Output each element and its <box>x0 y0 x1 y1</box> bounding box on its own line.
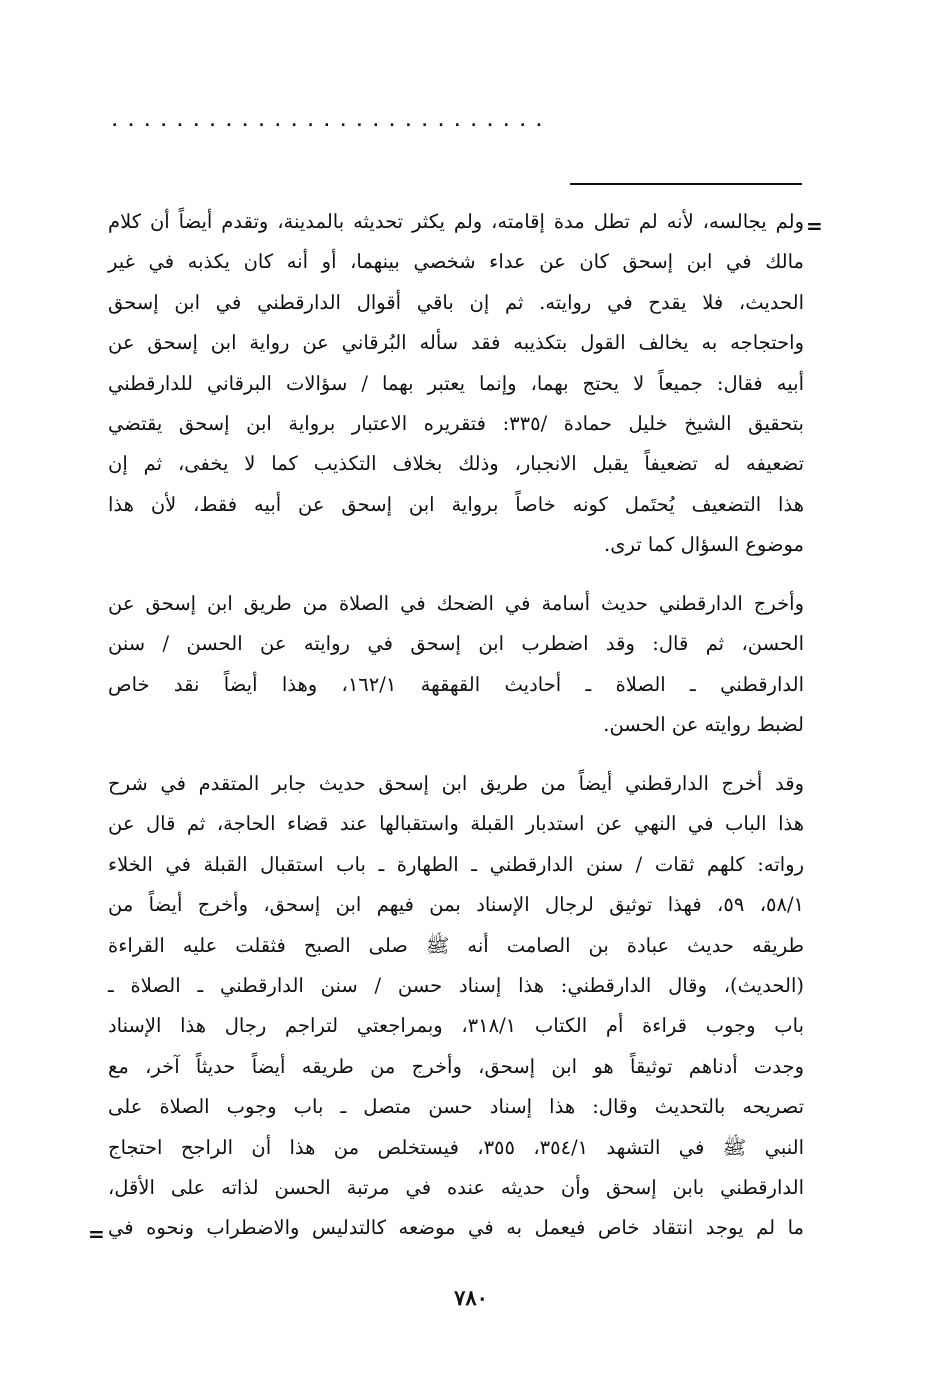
ornamental-dotted-separator: ........................... <box>112 114 553 130</box>
footnote-paragraph-3 <box>108 764 804 1249</box>
text-line: رواته: كلهم ثقات / سنن الدارقطني ـ الطهارة ـ باب استقبال القبلة في الخلاء <box>108 852 804 876</box>
footnote-paragraph-1 <box>108 202 804 566</box>
text-line: هذا الباب في النهي عن استدبار القبلة واستقبالها عند قضاء الحاجة، ثم قال عن <box>108 812 804 836</box>
text-line: وجدت أدناهم توثيقاً هو ابن إسحق، وأخرج من طريقه أيضاً حديثاً آخر، مع <box>108 1054 804 1078</box>
text-line: الحسن، ثم قال: وقد اضطرب ابن إسحق في روايته عن الحسن / سنن <box>108 632 804 656</box>
text-line: واحتجاجه به يخالف القول بتكذيبه فقد سأله البُرقاني عن رواية ابن إسحق عن <box>108 331 804 355</box>
text-line: باب وجوب قراءة أم الكتاب ٣١٨/١، وبمراجعتي لتراجم رجال هذا الإسناد <box>108 1014 804 1038</box>
text-line: الدارقطني ـ الصلاة ـ أحاديث القهقهة ١٦٢/١، وهذا أيضاً نقد خاص <box>108 672 804 696</box>
continuation-marker-top: = <box>806 214 823 238</box>
footnote-separator-rule <box>570 183 802 185</box>
text-line: الدارقطني بابن إسحق وأن حديثه عنده في مرتبة الحسن لذاته على الأقل، <box>108 1176 804 1200</box>
text-line: تصريحه بالتحديث وقال: هذا إسناد حسن متصل ـ باب وجوب الصلاة على <box>108 1095 804 1119</box>
text-line: ٥٨/١، ٥٩، فهذا توثيق لرجال الإسناد بمن فيهم ابن إسحق، وأخرج أيضاً من <box>108 893 804 917</box>
text-line: تضعيفه له تضعيفاً يقبل الانجبار، وذلك بخلاف التكذيب كما لا يخفى، ثم إن <box>108 452 804 476</box>
text-line: طريقه حديث عبادة بن الصامت أنه ﷺ صلى الصبح فثقلت عليه القراءة <box>108 933 804 957</box>
text-line: (الحديث)، وقال الدارقطني: هذا إسناد حسن / سنن الدارقطني ـ الصلاة ـ <box>108 974 804 998</box>
text-line: الحديث، فلا يقدح في روايته. ثم إن باقي أقوال الدارقطني في ابن إسحق <box>108 290 804 314</box>
text-line: النبي ﷺ في التشهد ٣٥٤/١، ٣٥٥، فيستخلص من هذا أن الراجح احتجاج <box>108 1135 804 1159</box>
text-line: وأخرج الدارقطني حديث أسامة في الضحك في الصلاة من طريق ابن إسحق عن <box>108 592 804 615</box>
text-line: وقد أخرج الدارقطني أيضاً من طريق ابن إسحق حديث جابر المتقدم في شرح <box>108 772 804 795</box>
text-line: مالك في ابن إسحق كان عن عداء شخصي بينهما، أو أنه كان يكذبه في غير <box>108 250 804 274</box>
text-line: ولم يجالسه، لأنه لم تطل مدة إقامته، ولم يكثر تحديثه بالمدينة، وتقدم أيضاً أن كلام <box>108 210 804 233</box>
text-line: ما لم يوجد انتقاد خاص فيعمل به في موضعه كالتدليس والاضطراب ونحوه في <box>108 1216 804 1240</box>
page-number: ٧٨٠ <box>454 1285 488 1310</box>
continuation-marker-bottom: = <box>88 1222 105 1246</box>
text-line: بتحقيق الشيخ خليل حمادة /٣٣٥: فتقريره الاعتبار برواية ابن إسحق يقتضي <box>108 412 804 436</box>
footnote-paragraph-2 <box>108 584 804 746</box>
text-line: أبيه فقال: جميعاً لا يحتج بهما، وإنما يعتبر بهما / سؤالات البرقاني للدارقطني <box>108 371 804 395</box>
text-line: لضبط روايته عن الحسن. <box>603 713 804 737</box>
text-line: موضوع السؤال كما ترى. <box>604 533 804 557</box>
text-line: هذا التضعيف يُحتَمل كونه خاصاً برواية ابن إسحق عن أبيه فقط، لأن هذا <box>108 492 804 516</box>
